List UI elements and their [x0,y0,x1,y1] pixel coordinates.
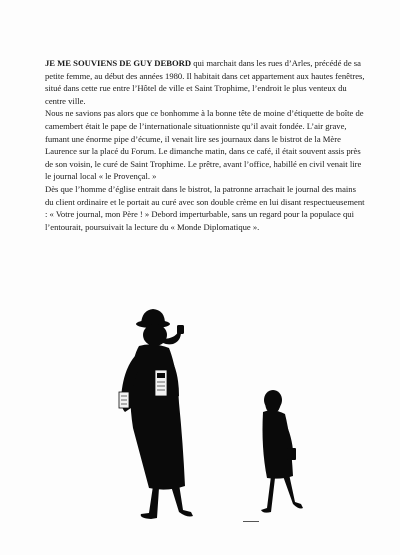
silhouette-illustration [95,308,335,528]
paragraph-2: Nous ne savions pas alors que ce bonhomme à la bonne tête de moine d’étiquette de boîte de camembert était le pape de l’internationale situationniste qu’il avait fondée. L’air grave, fumant une énorme pipe d’écume, il venait lire ses journaux dans le bistrot de la Mère Laurence sur la placé du Forum. Le dimanche matin, dans ce café, il était souvent assis près de son voisin, le curé de Saint Trophime. Le prêtre, avant l’office, habillé en civil venait lire le journal local « le Provençal. » [45,108,364,182]
paragraph-1-body: qui marchait dans les rues d’Arles, précédé de sa petite femme, au début des années 1980. Il habitait dans cet appartement aux hautes fenêtres, situé dans cette rue entre l’Hôtel de ville et Saint Trophime, l’endroit le plus venteux du centre ville. [45,58,365,106]
story-text [45,57,365,233]
paragraph-3: Dès que l’homme d’église entrait dans le bistrot, la patronne arrachait le journal des mains du client ordinaire et le portait au curé avec son double crème en lui disant respectueusement : « Votre journal, mon Père ! » Debord imperturbable, sans un regard pour la populace qui l’entourait, poursuivait la lecture du « Monde Diplomatique ». [45,183,365,232]
footer-mark [243,521,259,522]
man-with-pipe-silhouette [121,309,193,519]
lead-phrase: JE ME SOUVIENS DE GUY DEBORD [45,58,192,68]
woman-silhouette [261,390,303,513]
paragraph-1 [45,57,365,107]
